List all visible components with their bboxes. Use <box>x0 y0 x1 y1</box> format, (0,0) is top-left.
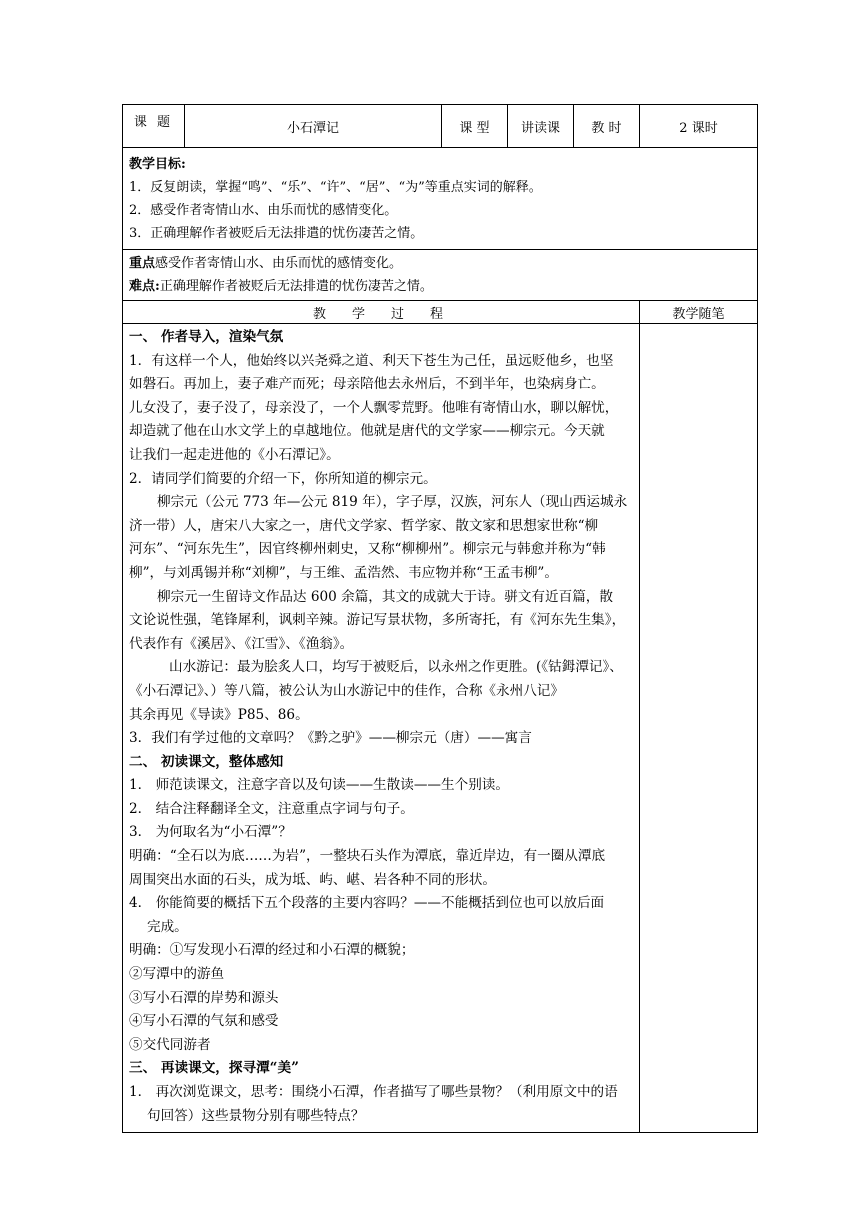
type-value: 讲读课 <box>508 105 574 148</box>
process-line: 1． 再次浏览课文，思考：围绕小石潭，作者描写了哪些景物？（利用原文中的语 <box>129 1084 618 1100</box>
process-line: 4． 你能简要的概括下五个段落的主要内容吗？——不能概括到位也可以放后面 <box>129 895 605 912</box>
process-line: 其余再见《导读》P85、86。 <box>129 706 309 723</box>
process-line: 济一带）人，唐宋八大家之一，唐代文学家、哲学家、散文家和思想家世称“柳 <box>129 517 599 534</box>
process-line: 1． 师范读课文，注意字音以及句读——生散读——生个别读。 <box>129 777 509 794</box>
objectives-heading: 教学目标: <box>129 157 186 172</box>
process-line: 2．请同学们简要的介绍一下，你所知道的柳宗元。 <box>129 470 437 487</box>
process-line: 文论说性强，笔锋犀利，讽刺辛辣。游记写景状物，多所寄托，有《河东先生集》， <box>129 612 626 629</box>
process-body <box>123 324 640 1133</box>
objective-item: 1．反复朗读，掌握“鸣”、“乐”、“许”、“居”、“为”等重点实词的解释。 <box>129 180 542 195</box>
hours-label: 教 时 <box>574 105 640 148</box>
notes-label: 教学随笔 <box>640 301 758 324</box>
process-line: 明确：①写发现小石潭的经过和小石潭的概貌； <box>129 942 415 959</box>
process-line: 1．有这样一个人，他始终以兴尧舜之道、利天下苍生为己任，虽远贬他乡，也坚 <box>129 352 614 369</box>
objective-item: 3．正确理解作者被贬后无法排遣的忧伤凄苦之情。 <box>129 226 424 241</box>
process-line: 明确：“全石以为底……为岩”，一整块石头作为潭底，靠近岸边，有一圈从潭底 <box>129 848 606 865</box>
process-line: 周围突出水面的石头，成为坻、屿、嵁、岩各种不同的形状。 <box>129 871 497 888</box>
focus-cell <box>123 250 758 301</box>
process-line: 让我们一起走进他的《小石潭记》。 <box>129 446 340 463</box>
process-line: 柳宗元（公元 773 年—公元 819 年），字子厚，汉族，河东人（现山西运城永 <box>157 494 628 511</box>
process-line: 3． 为何取名为“小石潭”？ <box>129 824 292 841</box>
process-line: ②写潭中的游鱼 <box>129 966 225 983</box>
process-lines <box>129 326 633 1128</box>
hours-value: 2 课时 <box>640 105 758 148</box>
process-line: 3．我们有学过他的文章吗？《黔之驴》——柳宗元（唐）——寓言 <box>129 730 532 747</box>
process-line: 柳宗元一生留诗文作品达 600 余篇，其文的成就大于诗。骈文有近百篇，散 <box>157 588 613 605</box>
process-line: 柳”，与刘禹锡并称“刘柳”，与王维、孟浩然、韦应物并称“王孟韦柳”。 <box>129 564 558 581</box>
process-title: 教学过程 <box>312 306 469 322</box>
key-point-text: 感受作者寄情山水、由乐而忧的感情变化。 <box>155 256 403 271</box>
process-line: 如磐石。再加上，妻子难产而死；母亲陪他去永州后，不到半年，也染病身亡。 <box>129 376 605 393</box>
difficulty-label: 难点: <box>129 279 160 294</box>
header-row <box>123 105 758 148</box>
process-title-cell <box>123 301 640 324</box>
objectives-cell <box>123 148 758 250</box>
key-point <box>129 252 751 275</box>
objective-item: 2．感受作者寄情山水、由乐而忧的感情变化。 <box>129 203 398 218</box>
process-line: 完成。 <box>147 918 188 935</box>
process-line: 河东”、“河东先生”，因官终柳州刺史，又称“柳柳州”。柳宗元与韩愈并称为“韩 <box>129 541 606 558</box>
process-line: ③写小石潭的岸势和源头 <box>129 989 279 1006</box>
difficulty-point <box>129 275 751 298</box>
process-line: ④写小石潭的气氛和感受 <box>129 1013 279 1030</box>
topic-value: 小石潭记 <box>185 105 442 148</box>
key-point-label: 重点 <box>129 256 156 271</box>
objectives-row <box>123 148 758 250</box>
process-line: ⑤交代同游者 <box>129 1036 211 1053</box>
process-line: 儿女没了，妻子没了，母亲没了，一个人飘零荒野。他唯有寄情山水，聊以解忧， <box>129 399 619 416</box>
lesson-plan-sheet <box>122 104 757 1133</box>
section-heading: 一、 作者导入，渲染气氛 <box>129 329 284 345</box>
process-line: 却造就了他在山水文学上的卓越地位。他就是唐代的文学家——柳宗元。今天就 <box>129 423 605 440</box>
process-header-row <box>123 301 758 324</box>
type-label: 课 型 <box>442 105 508 148</box>
process-line: 《小石潭记》、）等八篇，被公认为山水游记中的佳作，合称《永州八记》 <box>129 682 564 699</box>
notes-cell <box>640 324 758 1133</box>
section-heading: 三、 再读课文，探寻潭“美” <box>129 1060 299 1077</box>
difficulty-text: 正确理解作者被贬后无法排遣的忧伤凄苦之情。 <box>159 279 433 294</box>
process-line: 山水游记：最为脍炙人口，均写于被贬后，以永州之作更胜。(《钴鉧潭记》、 <box>169 659 623 676</box>
focus-row <box>123 250 758 301</box>
process-line: 2． 结合注释翻译全文，注意重点字词与句子。 <box>129 800 414 817</box>
process-line: 句回答）这些景物分别有哪些特点？ <box>147 1107 365 1124</box>
process-line: 代表作有《溪居》、《江雪》、《渔翁》。 <box>129 635 354 652</box>
lesson-plan-table <box>122 104 758 1133</box>
section-heading: 二、 初读课文，整体感知 <box>129 753 284 770</box>
process-body-row <box>123 324 758 1133</box>
topic-label: 课 题 <box>123 105 185 148</box>
